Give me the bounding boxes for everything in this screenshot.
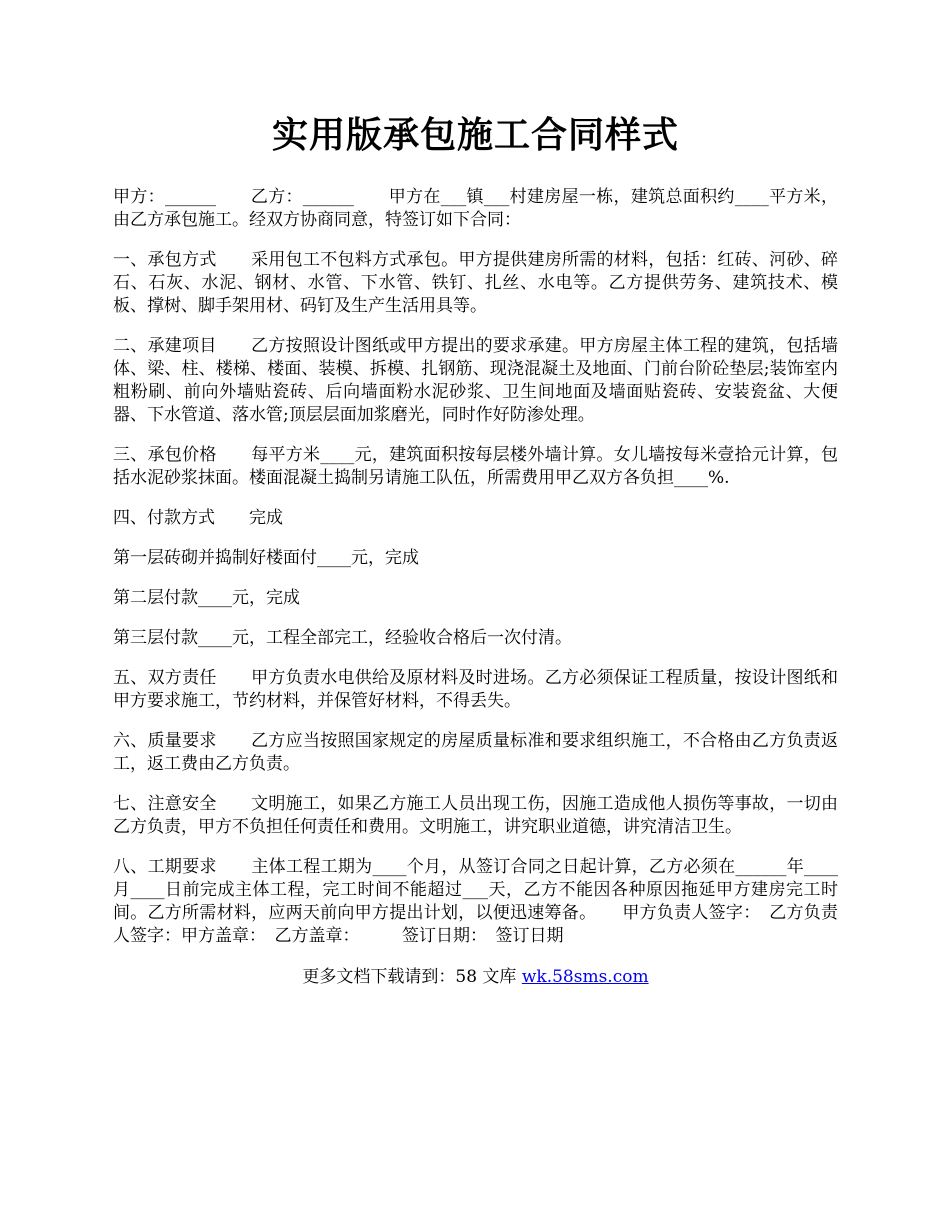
paragraph-construction-items: 二、承建项目 乙方按照设计图纸或甲方提出的要求承建。甲方房屋主体工程的建筑，包括墙体、梁、柱、楼梯、楼面、装模、拆模、扎钢筋、现浇混凝土及地面、门前台阶砼垫层;装饰室内粗粉刷、前向外墙贴瓷砖、后向墙面粉水泥砂浆、卫生间地面及墙面贴瓷砖、安装瓷盆、大便器、下水管道、落水管;顶层层面加浆磨光，同时作好防渗处理。 [113,336,838,425]
paragraph-payment-floor-2: 第二层付款____元，完成 [113,588,300,608]
paragraph-schedule-signatures: 八、工期要求 主体工程工期为____个月，从签订合同之日起计算，乙方必须在______年____月____日前完成主体工程，完工时间不能超过___天，乙方不能因各种原因拖延甲方建房完工时间。乙方所需材料，应两天前向甲方提出计划，以便迅速筹备。 甲方负责人签字： 乙方负责人签字：甲方盖章： 乙方盖章： 签订日期： 签订日期 [113,857,838,946]
paragraph-payment-method: 四、付款方式 完成 [113,508,283,528]
paragraph-contract-method: 一、承包方式 采用包工不包料方式承包。甲方提供建房所需的材料，包括：红砖、河砂、碎石、石灰、水泥、钢材、水管、下水管、铁钉、扎丝、水电等。乙方提供劳务、建筑技术、模板、撑树、脚手架用材、码钉及生产生活用具等。 [113,250,838,316]
footer-text: 更多文档下载请到：58 文库 [302,967,522,987]
paragraph-contract-price: 三、承包价格 每平方米____元，建筑面积按每层楼外墙计算。女儿墙按每米壹拾元计算，包括水泥砂浆抹面。楼面混凝土捣制另请施工队伍，所需费用甲乙双方各负担____%. [113,445,838,488]
paragraph-safety: 七、注意安全 文明施工，如果乙方施工人员出现工伤，因施工造成他人损伤等事故，一切由乙方负责，甲方不负担任何责任和费用。文明施工，讲究职业道德，讲究清洁卫生。 [113,794,838,837]
footer [113,966,838,989]
paragraph-payment-floor-1: 第一层砖砌并捣制好楼面付____元，完成 [113,548,419,568]
paragraph-responsibilities: 五、双方责任 甲方负责水电供给及原材料及时进场。乙方必须保证工程质量，按设计图纸和甲方要求施工，节约材料，并保管好材料，不得丢失。 [113,668,838,711]
paragraph-payment-floor-3: 第三层付款____元，工程全部完工，经验收合格后一次付清。 [113,628,572,648]
paragraph-quality-requirements: 六、质量要求 乙方应当按照国家规定的房屋质量标准和要求组织施工，不合格由乙方负责返工，返工费由乙方负责。 [113,731,838,774]
footer-link[interactable]: wk.58sms.com [521,967,649,987]
document-title: 实用版承包施工合同样式 [271,114,679,156]
paragraph-preamble: 甲方：______ 乙方：______ 甲方在___镇___村建房屋一栋，建筑总面积约____平方米，由乙方承包施工。经双方协商同意，特签订如下合同： [113,187,838,230]
